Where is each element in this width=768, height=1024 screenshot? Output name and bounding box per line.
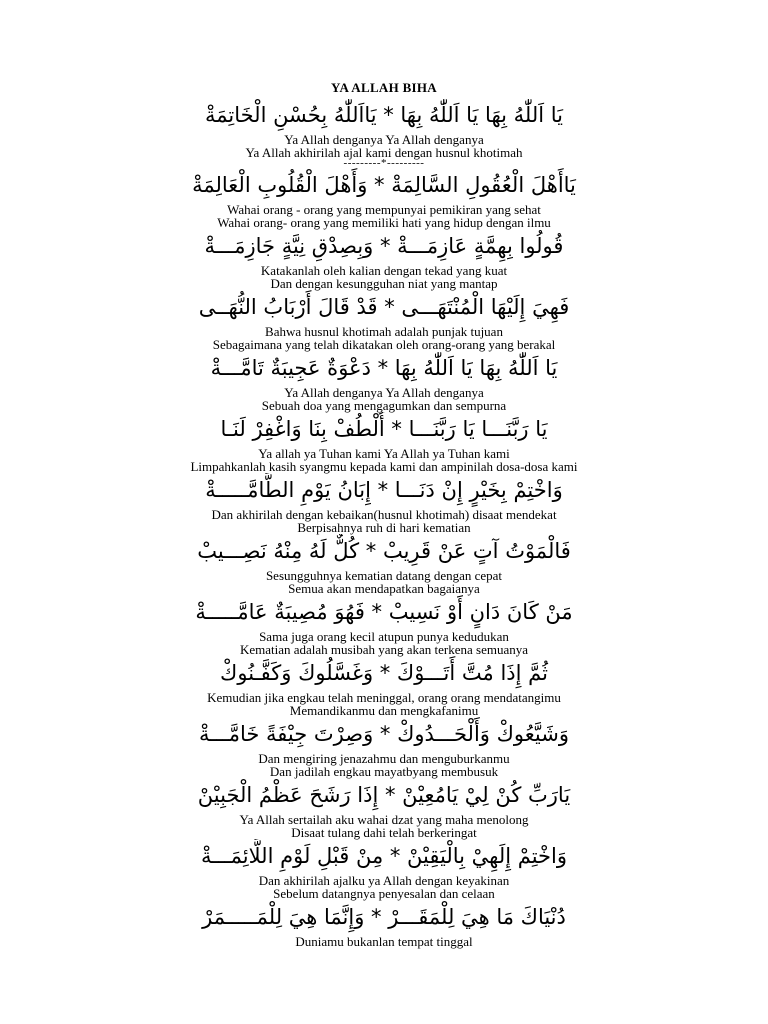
arabic-verse: يَا اَللّٰهُ بِهَا يَا اَللّٰهُ بِهَا * دَعْوَةٌ عَجِيبَةٌ تَامَّـــةْ <box>210 356 558 380</box>
separator-line: ---------*--------- <box>343 157 425 169</box>
translation-line: Berpisahnya ruh di hari kematian <box>297 520 471 535</box>
translation-line: Kemudian jika engkau telah meninggal, orang orang mendatangimu <box>207 690 561 705</box>
translation-line: Dan akhirilah ajalku ya Allah dengan keyakinan <box>258 873 510 888</box>
translation-line: Ya Allah denganya Ya Allah denganya <box>284 385 484 400</box>
arabic-verse: قُولُوا بِهِمَّةٍ عَازِمَـــةْ * وَبِصِدْقِ نِيَّةٍ جَازِمَـــةْ <box>204 234 564 258</box>
arabic-verse: يَاأَهْلَ الْعُقُولِ السَّالِمَةْ * وَأَهْلَ الْقُلُوبِ الْعَالِمَةْ <box>192 173 576 197</box>
arabic-verse: دُنْيَاكَ مَا هِيَ لِلْمَقَـــرْ * وَإِنَّمَا هِيَ لِلْمَـــــمَرْ <box>202 905 566 929</box>
verse-stanza <box>0 351 768 412</box>
verse-stanza <box>0 98 768 168</box>
translation-line: Ya Allah sertailah aku wahai dzat yang maha menolong <box>239 812 529 827</box>
translation-line: Limpahkanlah kasih syangmu kepada kami dan ampinilah dosa-dosa kami <box>190 459 578 474</box>
arabic-verse: فَهِيَ إِلَيْهَا الْمُنْتَهَـــى * قَدْ قَالَ أَرْبَابُ النُّهَــى <box>198 295 570 319</box>
translation-line: Dan dengan kesungguhan niat yang mantap <box>270 276 498 291</box>
translation-line: Bahwa husnul khotimah adalah punjak tujuan <box>265 324 503 339</box>
translation-line: Sebelum datangnya penyesalan dan celaan <box>273 886 495 901</box>
translation-line: Ya allah ya Tuhan kami Ya Allah ya Tuhan kami <box>258 446 510 461</box>
arabic-verse: وَاخْتِمْ بِخَيْرٍ إِنْ دَنَـــا * إِبَانُ يَوْمِ الطَّامَّـــــةْ <box>205 478 563 502</box>
translation-line: Sebuah doa yang mengagumkan dan sempurna <box>261 398 507 413</box>
verse-stanza <box>0 595 768 656</box>
verse-stanza <box>0 229 768 290</box>
arabic-verse: يَا رَبَّنَـــا يَا رَبَّنَـــا * أُلْطُفْ بِنَا وَاغْفِرْ لَنَـا <box>220 417 548 441</box>
verse-stanza <box>0 717 768 778</box>
translation-line: Sebagaimana yang telah dikatakan oleh orang-orang yang berakal <box>212 337 556 352</box>
arabic-verse: فَالْمَوْتُ آتٍ عَنْ قَرِيبْ * كُلٌّ لَهُ مِنْهُ نَصِـــيبْ <box>197 539 571 563</box>
verse-stanza <box>0 412 768 473</box>
translation-line: Dan mengiring jenazahmu dan menguburkanmu <box>258 751 510 766</box>
verse-stanza <box>0 534 768 595</box>
verse-stanza <box>0 473 768 534</box>
verse-stanza <box>0 839 768 900</box>
translation-line: Wahai orang - orang yang mempunyai pemikiran yang sehat <box>227 202 541 217</box>
verse-stanza <box>0 778 768 839</box>
translation-line: Sesungguhnya kematian datang dengan cepat <box>265 568 503 583</box>
arabic-verse: يَارَبِّ كُنْ لِيْ يَامُعِيْنْ * إِذَا رَشَحَ عَظْمُ الْجَبِيْنْ <box>197 783 571 807</box>
translation-line: Ya Allah denganya Ya Allah denganya <box>284 132 484 147</box>
document-title: YA ALLAH BIHA <box>330 80 437 95</box>
translation-line: Sama juga orang kecil atupun punya kedudukan <box>259 629 509 644</box>
translation-line: Ya Allah akhirilah ajal kami dengan husnul khotimah <box>245 145 523 160</box>
verse-stanza <box>0 290 768 351</box>
translation-line: Dan akhirilah dengan kebaikan(husnul khotimah) disaat mendekat <box>211 507 557 522</box>
translation-line: Semua akan mendapatkan bagaianya <box>288 581 480 596</box>
arabic-verse: وَاخْتِمْ إِلَهِيْ بِالْيَقِيْنْ * مِنْ قَبْلِ لَوْمِ اللَّائِمَـــةْ <box>200 844 568 868</box>
translation-line: Memandikanmu dan mengkafanimu <box>289 703 479 718</box>
verse-stanza <box>0 900 768 948</box>
translation-line: Kematian adalah musibah yang akan terkena semuanya <box>239 642 529 657</box>
translation-line: Duniamu bukanlan tempat tinggal <box>295 934 473 949</box>
translation-line: Katakanlah oleh kalian dengan tekad yang kuat <box>260 263 508 278</box>
translation-line: Dan jadilah engkau mayatbyang membusuk <box>269 764 499 779</box>
arabic-verse: مَنْ كَانَ دَانٍ أَوْ نَسِيبْ * فَهُوَ مُصِيبَةٌ عَامَّـــــةْ <box>195 600 573 624</box>
arabic-verse: يَا اَللّٰهُ بِهَا يَا اَللّٰهُ بِهَا * يَااَللّٰهُ بِحُسْنِ الْخَاتِمَةْ <box>204 103 564 127</box>
translation-line: Disaat tulang dahi telah berkeringat <box>291 825 477 840</box>
arabic-verse: ثُمَّ إِذَا مُتَّ أَتَـــوْكَ * وَغَسَّلُوكَ وَكَفَّـنُوكْ <box>220 661 548 685</box>
verse-stanza <box>0 168 768 229</box>
arabic-verse: وَشَيَّعُوكْ وَأَلْحَـــدُوكْ * وَصِرْتَ جِيْفَةً خَامَّـــةْ <box>199 722 569 746</box>
verse-list <box>0 98 768 948</box>
document-page <box>0 78 768 948</box>
translation-line: Wahai orang- orang yang memiliki hati yang hidup dengan ilmu <box>217 215 551 230</box>
verse-stanza <box>0 656 768 717</box>
